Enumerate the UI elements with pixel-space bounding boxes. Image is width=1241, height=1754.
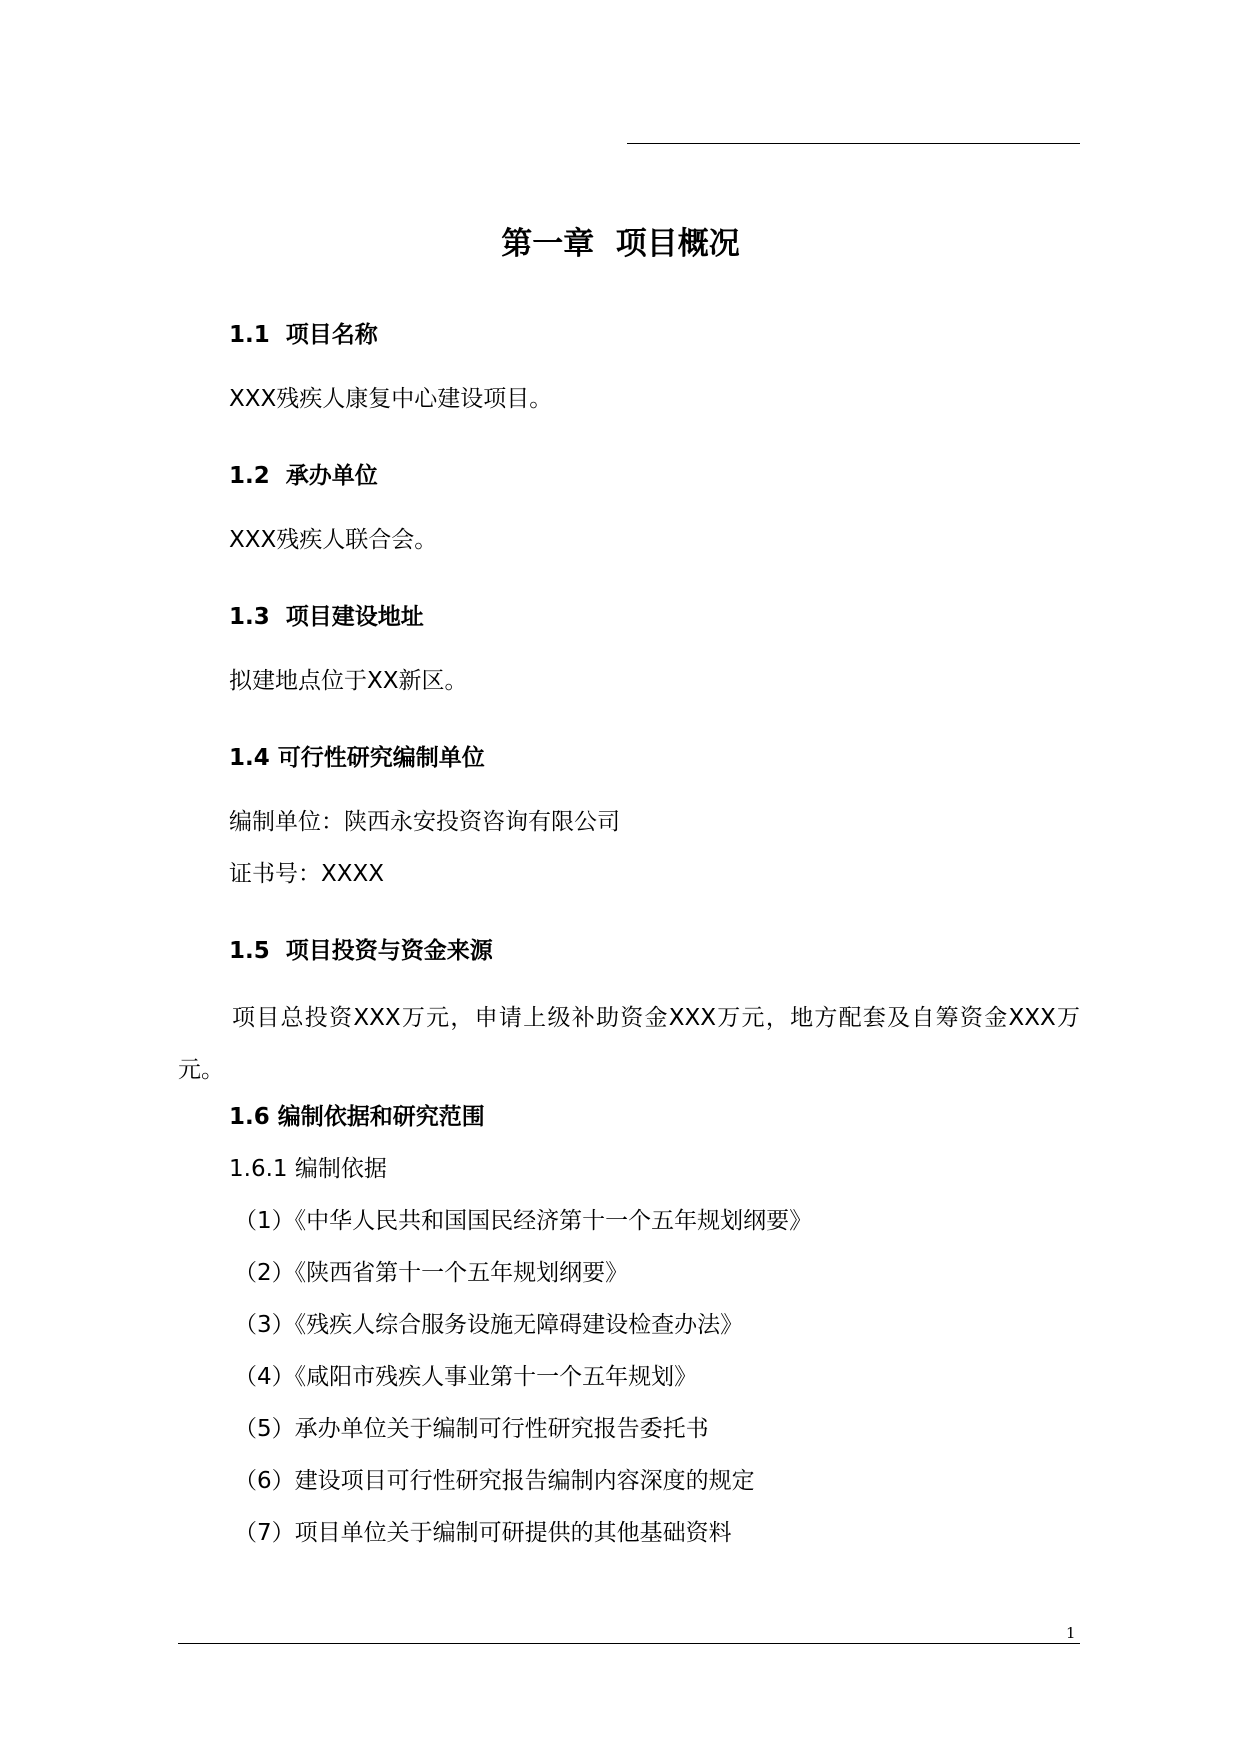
section-heading-1-1: 1.1 项目名称	[229, 322, 378, 348]
section-body-1-2: XXX残疾人联合会。	[229, 527, 438, 553]
section-heading-1-4: 1.4 可行性研究编制单位	[229, 745, 485, 771]
header-rule	[627, 143, 1080, 144]
basis-list-item: （2）《陕西省第十一个五年规划纲要》	[234, 1260, 629, 1286]
page-number: 1	[1066, 1624, 1076, 1642]
section-heading-1-5: 1.5 项目投资与资金来源	[229, 938, 493, 964]
basis-list-item: （6）建设项目可行性研究报告编制内容深度的规定	[234, 1468, 755, 1494]
section-heading-1-2: 1.2 承办单位	[229, 463, 378, 489]
section-heading-1-6: 1.6 编制依据和研究范围	[229, 1104, 485, 1130]
section-body-1-1: XXX残疾人康复中心建设项目。	[229, 386, 553, 412]
section-heading-1-3: 1.3 项目建设地址	[229, 604, 424, 630]
basis-list-item: （7）项目单位关于编制可研提供的其他基础资料	[234, 1520, 732, 1546]
subsection-heading-1-6-1: 1.6.1 编制依据	[229, 1156, 387, 1182]
compiling-unit-line: 编制单位：陕西永安投资咨询有限公司	[229, 809, 620, 835]
basis-list-item: （4）《咸阳市残疾人事业第十一个五年规划》	[234, 1364, 698, 1390]
footer-rule	[178, 1643, 1080, 1644]
chapter-title: 第一章 项目概况	[501, 226, 740, 262]
certificate-number-line: 证书号：XXXX	[229, 861, 385, 887]
section-body-1-5: 项目总投资XXX万元，申请上级补助资金XXX万元，地方配套及自筹资金XXX万元。	[178, 1005, 1080, 1083]
basis-list-item: （3）《残疾人综合服务设施无障碍建设检查办法》	[234, 1312, 744, 1338]
section-body-1-3: 拟建地点位于XX新区。	[229, 668, 468, 694]
basis-list-item: （5）承办单位关于编制可行性研究报告委托书	[234, 1416, 709, 1442]
basis-list-item: （1）《中华人民共和国国民经济第十一个五年规划纲要》	[234, 1208, 813, 1234]
